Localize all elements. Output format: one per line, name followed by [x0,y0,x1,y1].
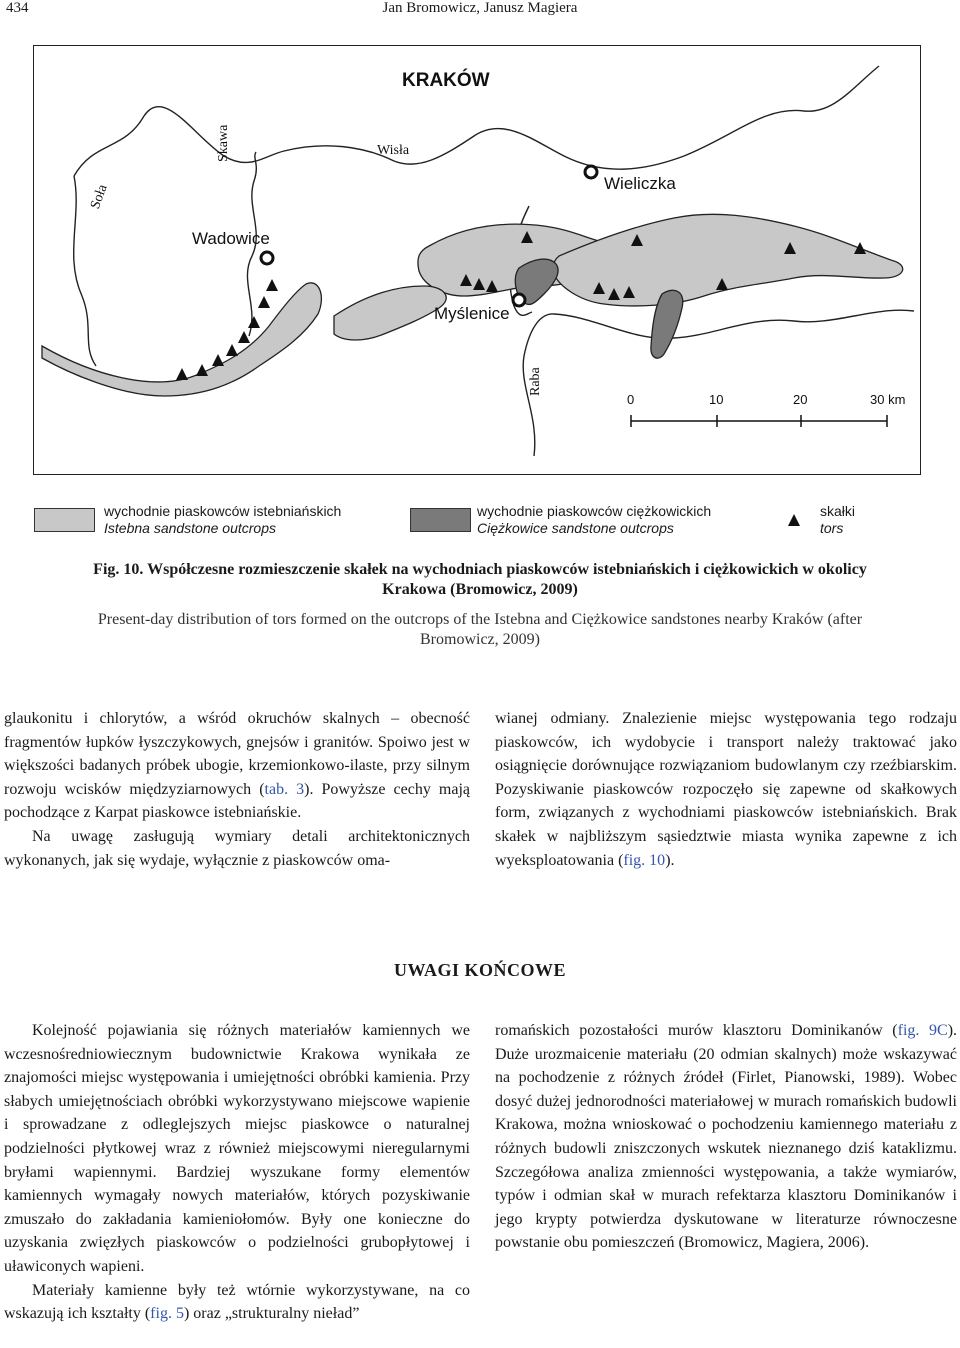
map-legend [0,500,960,545]
label-skawa: Skawa [216,124,231,162]
tor-marker [226,344,238,356]
label-krakow: KRAKÓW [402,70,490,91]
wadowice-marker [261,252,273,264]
scale-tick-20: 20 [793,392,808,407]
ref-tab-3[interactable]: tab. 3 [264,780,305,798]
myslenice-marker [513,294,525,306]
paragraph: glaukonitu i chlorytów, a wśród okruchów skalnych – obecność fragmentów łupków łyszczykowych, gnejsów i granitów. Spoiwo jest w większości badanych próbek ubogie, krzemionkowo-ilaste, przy silnym rozwoju wcisków międzyziarnowych (tab. 3). Powyższe cechy mają pochodzące z Karpat piaskowce istebniańskie. [4,710,471,822]
legend-tors-pl: skałki [820,503,856,519]
istebna-outcrop-east [553,214,902,306]
paragraph: Na uwagę zasługują wymiary detali architektonicznych wykonanych, jak się wydaje, wyłącznie z piaskowców oma- [4,827,470,869]
paragraph: Materiały kamienne były też wtórnie wykorzystywane, na co wskazują ich kształty (fig. 5) oraz „strukturalny nieład” [4,1281,470,1323]
paragraph: romańskich pozostałości murów klasztoru Dominikanów (fig. 9C). Duże urozmaicenie materiału (20 odmian skalnych) może wskazywać na pochodzenie z różnych źródeł (Firlet, Pianowski, 1989). Wobec dosyć dużej jednorodności materiałowej w murach romańskich budowli Krakowa, można wnioskować o pochodzeniu kamiennego materiału z różnych budowli zniszczonych wskutek nieznanego dziś kataklizmu. Szczegółowa analiza zmienności występowania, a także wymiarów, typów i odmian skał w murach refektarza klasztoru Dominikanów i jego krypty potwierdza dyskutowane w literaturze równoczesne powstanie obu pomieszczeń (Bromowicz, Magiera, 2006). [495,1022,958,1252]
label-wieliczka: Wieliczka [604,174,676,193]
tor-marker [176,368,188,380]
page-number: 434 [6,0,29,16]
text-column-right-1 [495,707,957,872]
wieliczka-marker [585,166,597,178]
map-svg [34,46,919,473]
scale-tick-10: 10 [709,392,724,407]
tor-marker [238,331,250,343]
tor-marker [212,354,224,366]
legend-istebna-pl: wychodnie piaskowców istebniańskich [104,503,342,519]
ref-fig-5[interactable]: fig. 5 [150,1305,184,1323]
section-title: UWAGI KOŃCOWE [393,960,566,980]
scale-tick-0: 0 [627,392,635,407]
istebna-outcrop-south [334,286,446,340]
page-header [0,0,960,22]
map-figure [33,45,921,475]
legend-istebna [104,503,341,537]
scale-bar [631,415,887,427]
paragraph: Kolejność pojawiania się różnych materiałów kamiennych we wczesnośredniowiecznym budownictwie Krakowa wynikała ze znajomości miejsc występowania i umiejętności obróbki kamienia. Przy słabych umiejętnościach obróbki wykorzystywano miejscowe wapienie i sprowadzane z odleglejszych miejsc piaskowce o naturalnej podzielności płytkowej wraz z również miejscowymi nieregularnymi bryłami wapiennymi. Bardziej wyszukane formy elementów kamiennych wymagały nowych materiałów, których pozyskiwanie zmuszało do zakładania kamieniołomów. Były one konieczne do uzyskania zwięzłych piaskowców o podzielności grubopłytowej i uławiconych wapieni. [4,1022,470,1275]
tor-marker [258,296,270,308]
label-wadowice: Wadowice [192,229,270,248]
caption-polish: Fig. 10. Współczesne rozmieszczenie skałek na wychodniach piaskowców istebniańskich i ciężkowickich w okolicy Krakowa (Bromowicz, 2009) [93,561,867,598]
running-head: Jan Bromowicz, Janusz Magiera [382,0,578,16]
legend-istebna-en: Istebna sandstone outcrops [104,520,277,536]
text-column-left-2 [4,1019,470,1326]
legend-tors [820,503,855,537]
text-column-left-1 [4,707,470,872]
legend-ciezkowice-en: Ciężkowice sandstone outcrops [477,520,674,536]
legend-swatch-istebna [34,508,95,532]
legend-ciezkowice [477,503,711,537]
legend-ciezkowice-pl: wychodnie piaskowców ciężkowickich [477,503,712,519]
legend-tors-en: tors [820,520,844,536]
label-myslenice: Myślenice [434,304,510,323]
text-column-right-2 [495,1019,957,1255]
ref-fig-9c[interactable]: fig. 9C [897,1022,948,1039]
label-wisla: Wisła [377,143,410,158]
legend-tor-icon [787,513,801,527]
ref-fig-10[interactable]: fig. 10 [623,851,666,869]
tor-marker [196,364,208,376]
tor-marker [266,279,278,291]
scale-tick-30: 30 km [870,392,906,407]
paragraph: wianej odmiany. Znalezienie miejsc występowania tego rodzaju piaskowców, ich wydobycie i transport należy traktować jako osiągnięcie dorównujące rozwiązaniom budowlanym czy rzeźbiarskim. Pozyskiwanie piaskowców rozpoczęło się zapewne od skałkowych form, związanych z wychodniami piaskowców istebniańskich. Brak skałek w najbliższym sąsiedztwie miasta wynika zapewne z ich wyeksploatowania (fig. 10). [495,710,957,869]
label-raba: Raba [528,367,543,396]
figure-caption [80,560,880,650]
tor-marker [248,316,260,328]
river-raba [523,310,914,456]
legend-swatch-ciezkowice [410,508,471,532]
label-sola: Soła [88,182,111,212]
caption-english: Present-day distribution of tors formed on the outcrops of the Istebna and Ciężkowice sandstones nearby Kraków (after Bromowicz, 2009) [97,611,863,648]
